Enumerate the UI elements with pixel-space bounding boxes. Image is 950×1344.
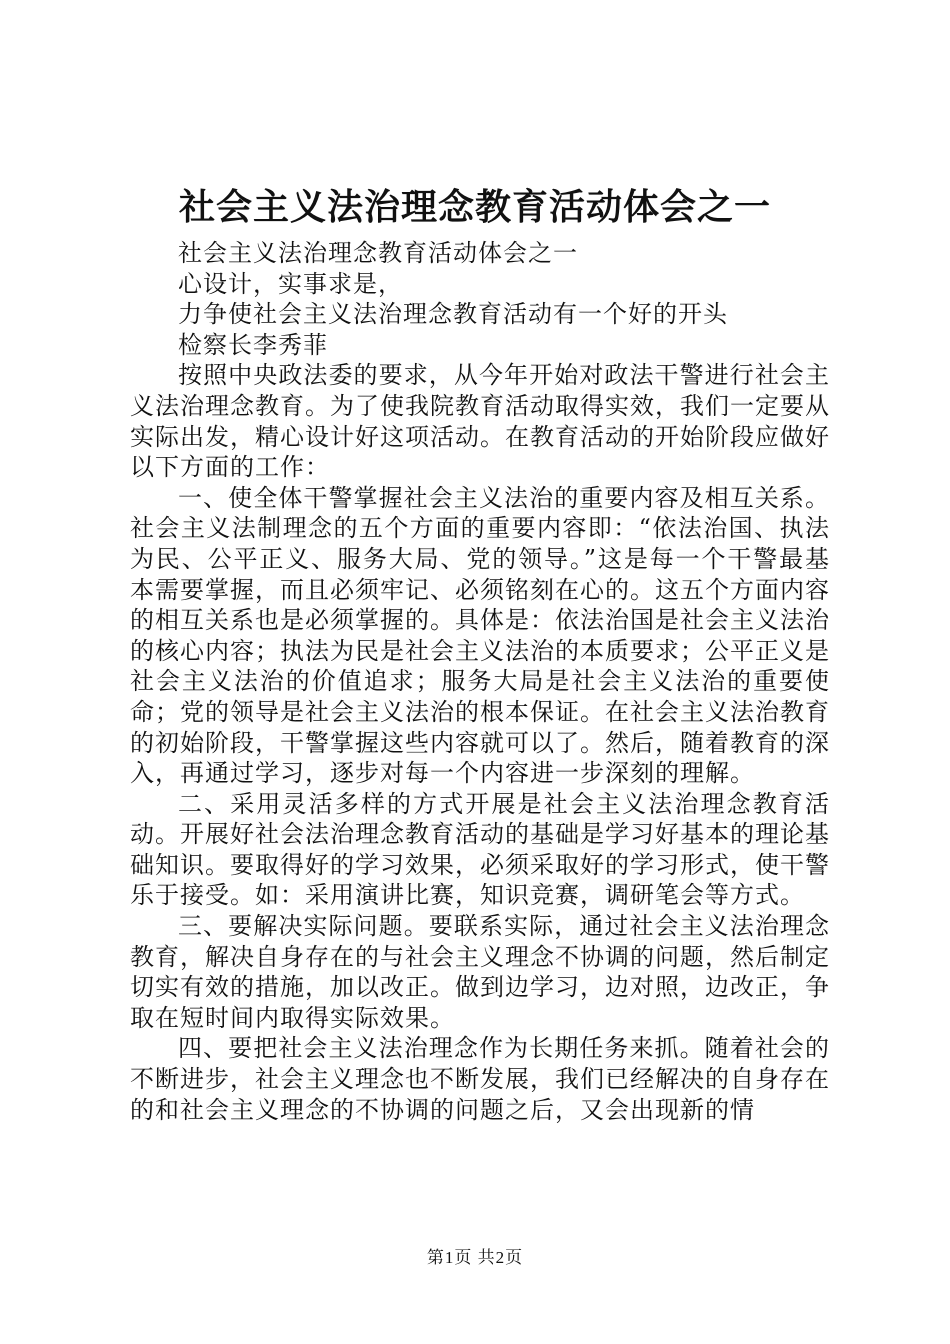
document-body: [130, 238, 830, 1125]
header-line-subtitle-2: 力争使社会主义法治理念教育活动有一个好的开头: [178, 300, 728, 329]
header-line-title: 社会主义法治理念教育活动体会之一: [178, 239, 578, 267]
paragraph-intro: 按照中央政法委的要求，从今年开始对政法干警进行社会主义法治理念教育。为了使我院教育活动取得实效，我们一定要从实际出发，精心设计好这项活动。在教育活动的开始阶段应做好以下方面的工作：: [130, 361, 830, 482]
paragraph-point-3: 三、要解决实际问题。要联系实际，通过社会主义法治理念教育，解决自身存在的与社会主义理念不协调的问题，然后制定切实有效的措施，加以改正。做到边学习，边对照，边改正，争取在短时间内取得实际效果。: [130, 912, 830, 1032]
paragraph-point-2: 二、采用灵活多样的方式开展是社会主义法治理念教育活动。开展好社会法治理念教育活动的基础是学习好基本的理论基础知识。要取得好的学习效果，必须采取好的学习形式，使干警乐于接受。如：采用演讲比赛，知识竞赛，调研笔会等方式。: [130, 789, 830, 910]
header-line-author: 检察长李秀菲: [178, 330, 328, 359]
page-number-footer: 第1页 共2页: [426, 1248, 524, 1267]
document-title: 社会主义法治理念教育活动体会之一: [178, 187, 771, 228]
header-line-subtitle-1: 心设计，实事求是，: [178, 269, 403, 298]
paragraph-point-1: 一、使全体干警掌握社会主义法治的重要内容及相互关系。社会主义法制理念的五个方面的重要内容即：“依法治国、执法为民、公平正义、服务大局、党的领导。”这是每一个干警最基本需要掌握，而且必须牢记、必须铭刻在心的。这五个方面内容的相互关系也是必须掌握的。具体是：依法治国是社会主义法治的核心内容；执法为民是社会主义法治的本质要求；公平正义是社会主义法治的价值追求；服务大局是社会主义法治的重要使命；党的领导是社会主义法治的根本保证。在社会主义法治教育的初始阶段，干警掌握这些内容就可以了。然后，随着教育的深入，再通过学习，逐步对每一个内容进一步深刻的理解。: [130, 483, 830, 788]
paragraph-point-4: 四、要把社会主义法治理念作为长期任务来抓。随着社会的不断进步，社会主义理念也不断发展，我们已经解决的自身存在的和社会主义理念的不协调的问题之后，又会出现新的情: [130, 1034, 830, 1124]
